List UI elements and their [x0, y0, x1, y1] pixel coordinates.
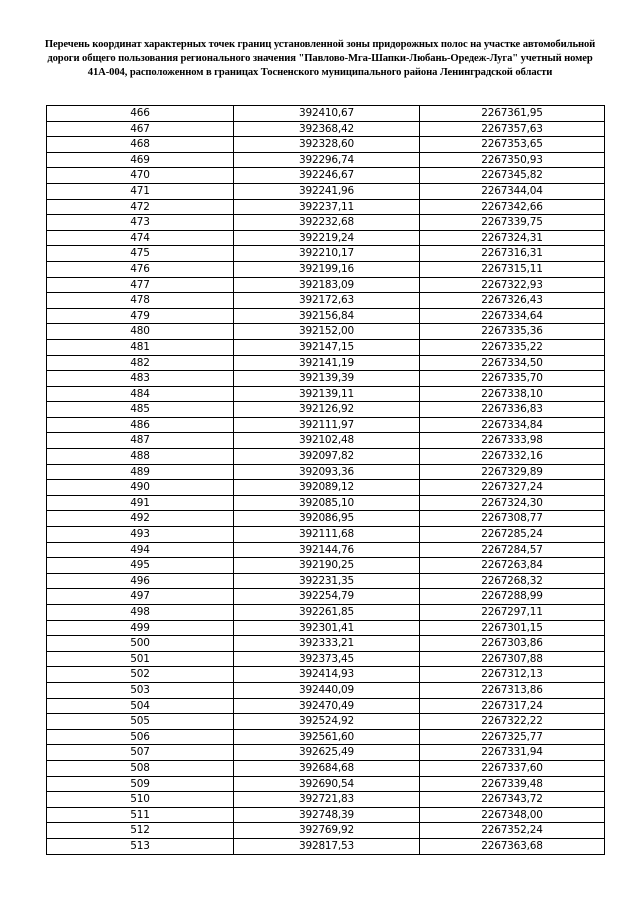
point-number-cell: 504 — [47, 698, 234, 714]
x-coordinate-cell: 392440,09 — [234, 682, 420, 698]
x-coordinate-cell: 392690,54 — [234, 776, 420, 792]
x-coordinate-cell: 392102,48 — [234, 433, 420, 449]
point-number-cell: 466 — [47, 106, 234, 122]
table-row — [47, 355, 605, 371]
point-number-cell: 491 — [47, 495, 234, 511]
y-coordinate-cell: 2267322,93 — [420, 277, 605, 293]
x-coordinate-cell: 392152,00 — [234, 324, 420, 340]
x-coordinate-cell: 392470,49 — [234, 698, 420, 714]
x-coordinate-cell: 392190,25 — [234, 558, 420, 574]
y-coordinate-cell: 2267303,86 — [420, 636, 605, 652]
y-coordinate-cell: 2267327,24 — [420, 480, 605, 496]
x-coordinate-cell: 392111,68 — [234, 527, 420, 543]
y-coordinate-cell: 2267352,24 — [420, 823, 605, 839]
x-coordinate-cell: 392561,60 — [234, 729, 420, 745]
point-number-cell: 472 — [47, 199, 234, 215]
table-row — [47, 464, 605, 480]
table-row — [47, 152, 605, 168]
y-coordinate-cell: 2267284,57 — [420, 542, 605, 558]
x-coordinate-cell: 392097,82 — [234, 449, 420, 465]
y-coordinate-cell: 2267326,43 — [420, 293, 605, 309]
point-number-cell: 474 — [47, 230, 234, 246]
table-row — [47, 698, 605, 714]
y-coordinate-cell: 2267331,94 — [420, 745, 605, 761]
table-row — [47, 449, 605, 465]
point-number-cell: 499 — [47, 620, 234, 636]
y-coordinate-cell: 2267329,89 — [420, 464, 605, 480]
table-row — [47, 745, 605, 761]
table-row — [47, 589, 605, 605]
x-coordinate-cell: 392126,92 — [234, 402, 420, 418]
x-coordinate-cell: 392414,93 — [234, 667, 420, 683]
coordinates-table — [46, 105, 605, 855]
point-number-cell: 493 — [47, 527, 234, 543]
x-coordinate-cell: 392199,16 — [234, 261, 420, 277]
y-coordinate-cell: 2267335,70 — [420, 371, 605, 387]
point-number-cell: 475 — [47, 246, 234, 262]
y-coordinate-cell: 2267324,30 — [420, 495, 605, 511]
table-row — [47, 433, 605, 449]
y-coordinate-cell: 2267334,50 — [420, 355, 605, 371]
table-row — [47, 573, 605, 589]
table-row — [47, 838, 605, 854]
x-coordinate-cell: 392139,39 — [234, 371, 420, 387]
x-coordinate-cell: 392368,42 — [234, 121, 420, 137]
y-coordinate-cell: 2267317,24 — [420, 698, 605, 714]
table-row — [47, 121, 605, 137]
point-number-cell: 495 — [47, 558, 234, 574]
coordinates-table-container — [46, 105, 604, 855]
x-coordinate-cell: 392301,41 — [234, 620, 420, 636]
x-coordinate-cell: 392261,85 — [234, 605, 420, 621]
table-row — [47, 371, 605, 387]
table-row — [47, 261, 605, 277]
y-coordinate-cell: 2267350,93 — [420, 152, 605, 168]
x-coordinate-cell: 392085,10 — [234, 495, 420, 511]
table-row — [47, 137, 605, 153]
x-coordinate-cell: 392328,60 — [234, 137, 420, 153]
x-coordinate-cell: 392111,97 — [234, 417, 420, 433]
x-coordinate-cell: 392296,74 — [234, 152, 420, 168]
x-coordinate-cell: 392144,76 — [234, 542, 420, 558]
point-number-cell: 490 — [47, 480, 234, 496]
x-coordinate-cell: 392210,17 — [234, 246, 420, 262]
point-number-cell: 488 — [47, 449, 234, 465]
x-coordinate-cell: 392231,35 — [234, 573, 420, 589]
point-number-cell: 468 — [47, 137, 234, 153]
document-title: Перечень координат характерных точек границ установленной зоны придорожных полос на участке автомобильной дороги общего пользования регионального значения "Павлово-Мга-Шапки-Любань-Оредеж-Луга" учетный номер 41А-004, расположенном в границах Тосненского муниципального района Ленинградской области — [44, 39, 596, 79]
y-coordinate-cell: 2267312,13 — [420, 667, 605, 683]
table-row — [47, 605, 605, 621]
point-number-cell: 471 — [47, 183, 234, 199]
table-row — [47, 667, 605, 683]
x-coordinate-cell: 392232,68 — [234, 215, 420, 231]
y-coordinate-cell: 2267263,84 — [420, 558, 605, 574]
point-number-cell: 470 — [47, 168, 234, 184]
x-coordinate-cell: 392817,53 — [234, 838, 420, 854]
y-coordinate-cell: 2267339,48 — [420, 776, 605, 792]
y-coordinate-cell: 2267353,65 — [420, 137, 605, 153]
y-coordinate-cell: 2267337,60 — [420, 760, 605, 776]
x-coordinate-cell: 392524,92 — [234, 714, 420, 730]
table-row — [47, 495, 605, 511]
point-number-cell: 467 — [47, 121, 234, 137]
table-row — [47, 199, 605, 215]
point-number-cell: 484 — [47, 386, 234, 402]
table-row — [47, 324, 605, 340]
table-row — [47, 807, 605, 823]
table-row — [47, 527, 605, 543]
x-coordinate-cell: 392219,24 — [234, 230, 420, 246]
table-row — [47, 620, 605, 636]
y-coordinate-cell: 2267325,77 — [420, 729, 605, 745]
table-row — [47, 293, 605, 309]
table-row — [47, 511, 605, 527]
y-coordinate-cell: 2267268,32 — [420, 573, 605, 589]
x-coordinate-cell: 392172,63 — [234, 293, 420, 309]
table-row — [47, 682, 605, 698]
point-number-cell: 487 — [47, 433, 234, 449]
table-row — [47, 277, 605, 293]
point-number-cell: 478 — [47, 293, 234, 309]
x-coordinate-cell: 392086,95 — [234, 511, 420, 527]
y-coordinate-cell: 2267335,22 — [420, 339, 605, 355]
point-number-cell: 503 — [47, 682, 234, 698]
point-number-cell: 509 — [47, 776, 234, 792]
x-coordinate-cell: 392237,11 — [234, 199, 420, 215]
point-number-cell: 492 — [47, 511, 234, 527]
point-number-cell: 473 — [47, 215, 234, 231]
table-row — [47, 308, 605, 324]
x-coordinate-cell: 392246,67 — [234, 168, 420, 184]
table-row — [47, 230, 605, 246]
point-number-cell: 502 — [47, 667, 234, 683]
table-row — [47, 792, 605, 808]
x-coordinate-cell: 392139,11 — [234, 386, 420, 402]
y-coordinate-cell: 2267301,15 — [420, 620, 605, 636]
point-number-cell: 510 — [47, 792, 234, 808]
table-row — [47, 480, 605, 496]
point-number-cell: 500 — [47, 636, 234, 652]
y-coordinate-cell: 2267297,11 — [420, 605, 605, 621]
y-coordinate-cell: 2267363,68 — [420, 838, 605, 854]
point-number-cell: 477 — [47, 277, 234, 293]
table-row — [47, 168, 605, 184]
table-row — [47, 183, 605, 199]
y-coordinate-cell: 2267307,88 — [420, 651, 605, 667]
y-coordinate-cell: 2267315,11 — [420, 261, 605, 277]
table-row — [47, 729, 605, 745]
y-coordinate-cell: 2267313,86 — [420, 682, 605, 698]
point-number-cell: 479 — [47, 308, 234, 324]
point-number-cell: 496 — [47, 573, 234, 589]
x-coordinate-cell: 392254,79 — [234, 589, 420, 605]
x-coordinate-cell: 392141,19 — [234, 355, 420, 371]
x-coordinate-cell: 392410,67 — [234, 106, 420, 122]
x-coordinate-cell: 392089,12 — [234, 480, 420, 496]
y-coordinate-cell: 2267344,04 — [420, 183, 605, 199]
y-coordinate-cell: 2267339,75 — [420, 215, 605, 231]
x-coordinate-cell: 392147,15 — [234, 339, 420, 355]
table-row — [47, 246, 605, 262]
x-coordinate-cell: 392684,68 — [234, 760, 420, 776]
x-coordinate-cell: 392241,96 — [234, 183, 420, 199]
y-coordinate-cell: 2267322,22 — [420, 714, 605, 730]
point-number-cell: 476 — [47, 261, 234, 277]
y-coordinate-cell: 2267343,72 — [420, 792, 605, 808]
point-number-cell: 508 — [47, 760, 234, 776]
y-coordinate-cell: 2267334,84 — [420, 417, 605, 433]
table-row — [47, 339, 605, 355]
point-number-cell: 486 — [47, 417, 234, 433]
point-number-cell: 481 — [47, 339, 234, 355]
point-number-cell: 512 — [47, 823, 234, 839]
table-row — [47, 542, 605, 558]
point-number-cell: 482 — [47, 355, 234, 371]
y-coordinate-cell: 2267336,83 — [420, 402, 605, 418]
point-number-cell: 483 — [47, 371, 234, 387]
y-coordinate-cell: 2267342,66 — [420, 199, 605, 215]
table-row — [47, 402, 605, 418]
point-number-cell: 511 — [47, 807, 234, 823]
point-number-cell: 506 — [47, 729, 234, 745]
y-coordinate-cell: 2267285,24 — [420, 527, 605, 543]
table-row — [47, 417, 605, 433]
point-number-cell: 497 — [47, 589, 234, 605]
point-number-cell: 498 — [47, 605, 234, 621]
point-number-cell: 505 — [47, 714, 234, 730]
y-coordinate-cell: 2267324,31 — [420, 230, 605, 246]
x-coordinate-cell: 392748,39 — [234, 807, 420, 823]
point-number-cell: 469 — [47, 152, 234, 168]
y-coordinate-cell: 2267361,95 — [420, 106, 605, 122]
point-number-cell: 489 — [47, 464, 234, 480]
table-row — [47, 651, 605, 667]
x-coordinate-cell: 392156,84 — [234, 308, 420, 324]
table-row — [47, 823, 605, 839]
point-number-cell: 501 — [47, 651, 234, 667]
y-coordinate-cell: 2267348,00 — [420, 807, 605, 823]
x-coordinate-cell: 392373,45 — [234, 651, 420, 667]
table-row — [47, 760, 605, 776]
point-number-cell: 507 — [47, 745, 234, 761]
x-coordinate-cell: 392183,09 — [234, 277, 420, 293]
y-coordinate-cell: 2267308,77 — [420, 511, 605, 527]
point-number-cell: 513 — [47, 838, 234, 854]
table-row — [47, 776, 605, 792]
point-number-cell: 494 — [47, 542, 234, 558]
y-coordinate-cell: 2267345,82 — [420, 168, 605, 184]
x-coordinate-cell: 392093,36 — [234, 464, 420, 480]
table-row — [47, 636, 605, 652]
table-row — [47, 215, 605, 231]
y-coordinate-cell: 2267288,99 — [420, 589, 605, 605]
y-coordinate-cell: 2267316,31 — [420, 246, 605, 262]
table-row — [47, 386, 605, 402]
point-number-cell: 485 — [47, 402, 234, 418]
y-coordinate-cell: 2267335,36 — [420, 324, 605, 340]
table-row — [47, 106, 605, 122]
y-coordinate-cell: 2267334,64 — [420, 308, 605, 324]
y-coordinate-cell: 2267333,98 — [420, 433, 605, 449]
coordinates-table-body — [47, 106, 605, 855]
table-row — [47, 558, 605, 574]
x-coordinate-cell: 392769,92 — [234, 823, 420, 839]
x-coordinate-cell: 392625,49 — [234, 745, 420, 761]
x-coordinate-cell: 392721,83 — [234, 792, 420, 808]
y-coordinate-cell: 2267338,10 — [420, 386, 605, 402]
y-coordinate-cell: 2267357,63 — [420, 121, 605, 137]
x-coordinate-cell: 392333,21 — [234, 636, 420, 652]
table-row — [47, 714, 605, 730]
y-coordinate-cell: 2267332,16 — [420, 449, 605, 465]
point-number-cell: 480 — [47, 324, 234, 340]
